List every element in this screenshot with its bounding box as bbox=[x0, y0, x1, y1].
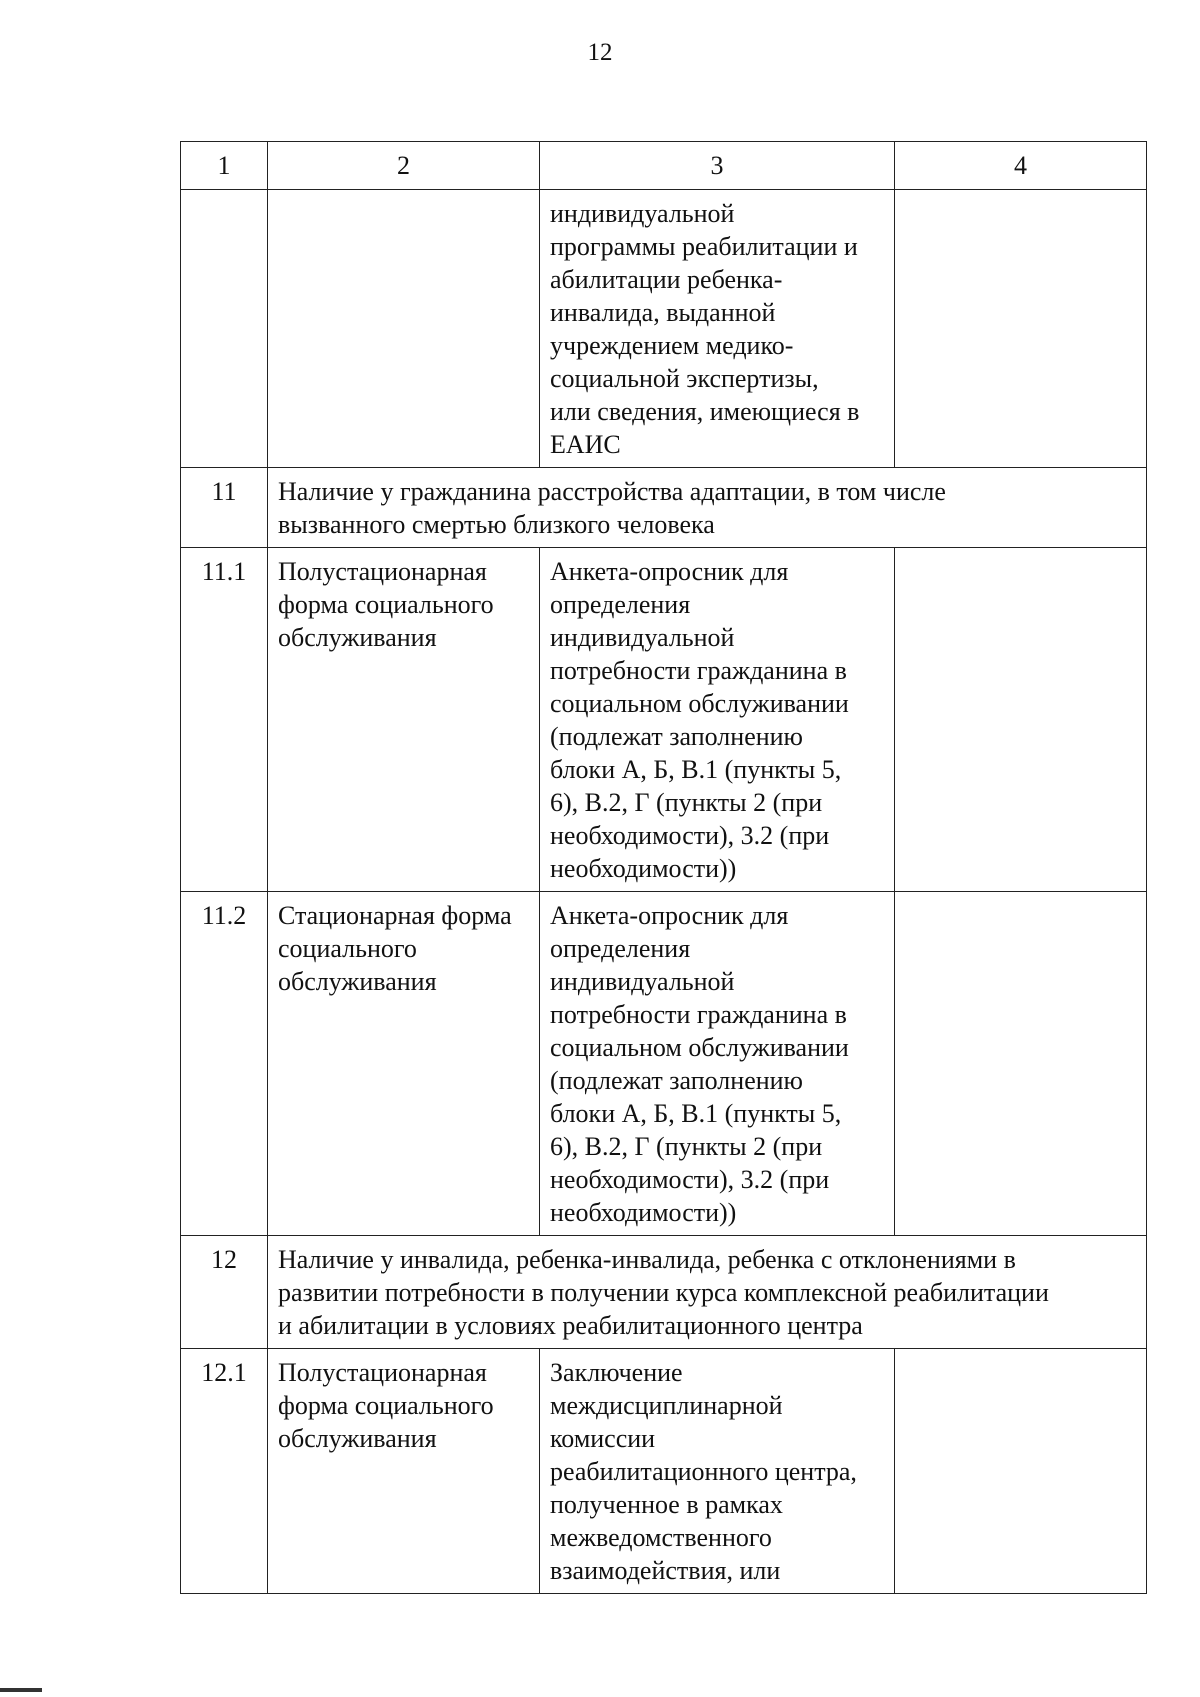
service-form-line: обслуживания bbox=[278, 623, 437, 652]
table-body bbox=[181, 142, 1147, 1594]
service-form-line: социального bbox=[278, 934, 417, 963]
document-line: Заключение bbox=[550, 1358, 683, 1387]
service-form-cell bbox=[268, 892, 540, 1236]
document-line: полученное в рамках bbox=[550, 1490, 783, 1519]
document-line: ЕАИС bbox=[550, 430, 621, 459]
service-form-cell bbox=[268, 190, 540, 468]
section-title-line: и абилитации в условиях реабилитационного центра bbox=[278, 1311, 863, 1340]
note-cell bbox=[895, 892, 1147, 1236]
document-line: междисциплинарной bbox=[550, 1391, 783, 1420]
service-form-line: форма социального bbox=[278, 590, 494, 619]
document-line: абилитации ребенка- bbox=[550, 265, 783, 294]
row-number-cell bbox=[181, 892, 268, 1236]
section-title-line: Наличие у гражданина расстройства адаптации, в том числе bbox=[278, 477, 946, 506]
document-line: Анкета-опросник для bbox=[550, 557, 789, 586]
document-line: социальном обслуживании bbox=[550, 1033, 849, 1062]
document-line: индивидуальной bbox=[550, 967, 735, 996]
document-line: учреждением медико- bbox=[550, 331, 794, 360]
document-line: комиссии bbox=[550, 1424, 656, 1453]
document-line: или сведения, имеющиеся в bbox=[550, 397, 860, 426]
service-form-line: Стационарная форма bbox=[278, 901, 512, 930]
section-row bbox=[181, 468, 1147, 548]
row-number-cell bbox=[181, 1349, 268, 1594]
document-cell bbox=[540, 190, 895, 468]
services-table bbox=[180, 141, 1147, 1594]
document-line: необходимости)) bbox=[550, 1198, 737, 1227]
row-number-cell bbox=[181, 548, 268, 892]
row-number: 11.2 bbox=[201, 901, 247, 930]
column-number-1: 1 bbox=[181, 142, 268, 190]
column-number-3: 3 bbox=[540, 142, 895, 190]
table-row bbox=[181, 548, 1147, 892]
column-number-row bbox=[181, 142, 1147, 190]
service-form-line: Полустационарная bbox=[278, 557, 487, 586]
column-number-2: 2 bbox=[268, 142, 540, 190]
row-number: 12 bbox=[211, 1245, 237, 1274]
document-line: блоки А, Б, В.1 (пункты 5, bbox=[550, 1099, 842, 1128]
document-line: определения bbox=[550, 590, 691, 619]
document-cell bbox=[540, 548, 895, 892]
service-form-line: обслуживания bbox=[278, 967, 437, 996]
row-number: 11.1 bbox=[201, 557, 247, 586]
document-line: потребности гражданина в bbox=[550, 656, 847, 685]
document-line: потребности гражданина в bbox=[550, 1000, 847, 1029]
section-title-line: Наличие у инвалида, ребенка-инвалида, ребенка с отклонениями в bbox=[278, 1245, 1016, 1274]
section-row bbox=[181, 1236, 1147, 1349]
document-line: инвалида, выданной bbox=[550, 298, 776, 327]
row-number-cell bbox=[181, 468, 268, 548]
service-form-line: форма социального bbox=[278, 1391, 494, 1420]
document-line: индивидуальной bbox=[550, 623, 735, 652]
service-form-cell bbox=[268, 548, 540, 892]
row-number-cell bbox=[181, 1236, 268, 1349]
document-cell bbox=[540, 1349, 895, 1594]
table-row bbox=[181, 190, 1147, 468]
document-line: Анкета-опросник для bbox=[550, 901, 789, 930]
document-line: социальной экспертизы, bbox=[550, 364, 819, 393]
table-row bbox=[181, 892, 1147, 1236]
document-line: индивидуальной bbox=[550, 199, 735, 228]
section-title-line: развитии потребности в получении курса комплексной реабилитации bbox=[278, 1278, 1049, 1307]
section-title-cell bbox=[268, 1236, 1147, 1349]
document-line: (подлежат заполнению bbox=[550, 1066, 803, 1095]
row-number-cell bbox=[181, 190, 268, 468]
document-line: 6), В.2, Г (пункты 2 (при bbox=[550, 1132, 823, 1161]
table-row bbox=[181, 1349, 1147, 1594]
document-line: социальном обслуживании bbox=[550, 689, 849, 718]
scan-edge-mark bbox=[0, 1688, 42, 1692]
column-number-4: 4 bbox=[895, 142, 1147, 190]
section-title-line: вызванного смертью близкого человека bbox=[278, 510, 715, 539]
row-number: 12.1 bbox=[201, 1358, 247, 1387]
document-line: 6), В.2, Г (пункты 2 (при bbox=[550, 788, 823, 817]
document-cell bbox=[540, 892, 895, 1236]
document-line: программы реабилитации и bbox=[550, 232, 858, 261]
service-form-line: обслуживания bbox=[278, 1424, 437, 1453]
document-line: необходимости), 3.2 (при bbox=[550, 821, 830, 850]
document-line: определения bbox=[550, 934, 691, 963]
note-cell bbox=[895, 190, 1147, 468]
note-cell bbox=[895, 1349, 1147, 1594]
section-title-cell bbox=[268, 468, 1147, 548]
document-line: блоки А, Б, В.1 (пункты 5, bbox=[550, 755, 842, 784]
service-form-cell bbox=[268, 1349, 540, 1594]
document-line: необходимости)) bbox=[550, 854, 737, 883]
service-form-line: Полустационарная bbox=[278, 1358, 487, 1387]
note-cell bbox=[895, 548, 1147, 892]
page-number: 12 bbox=[587, 39, 613, 66]
document-line: взаимодействия, или bbox=[550, 1556, 781, 1585]
document-line: реабилитационного центра, bbox=[550, 1457, 857, 1486]
row-number: 11 bbox=[211, 477, 237, 506]
document-line: необходимости), 3.2 (при bbox=[550, 1165, 830, 1194]
document-line: (подлежат заполнению bbox=[550, 722, 803, 751]
document-line: межведомственного bbox=[550, 1523, 772, 1552]
